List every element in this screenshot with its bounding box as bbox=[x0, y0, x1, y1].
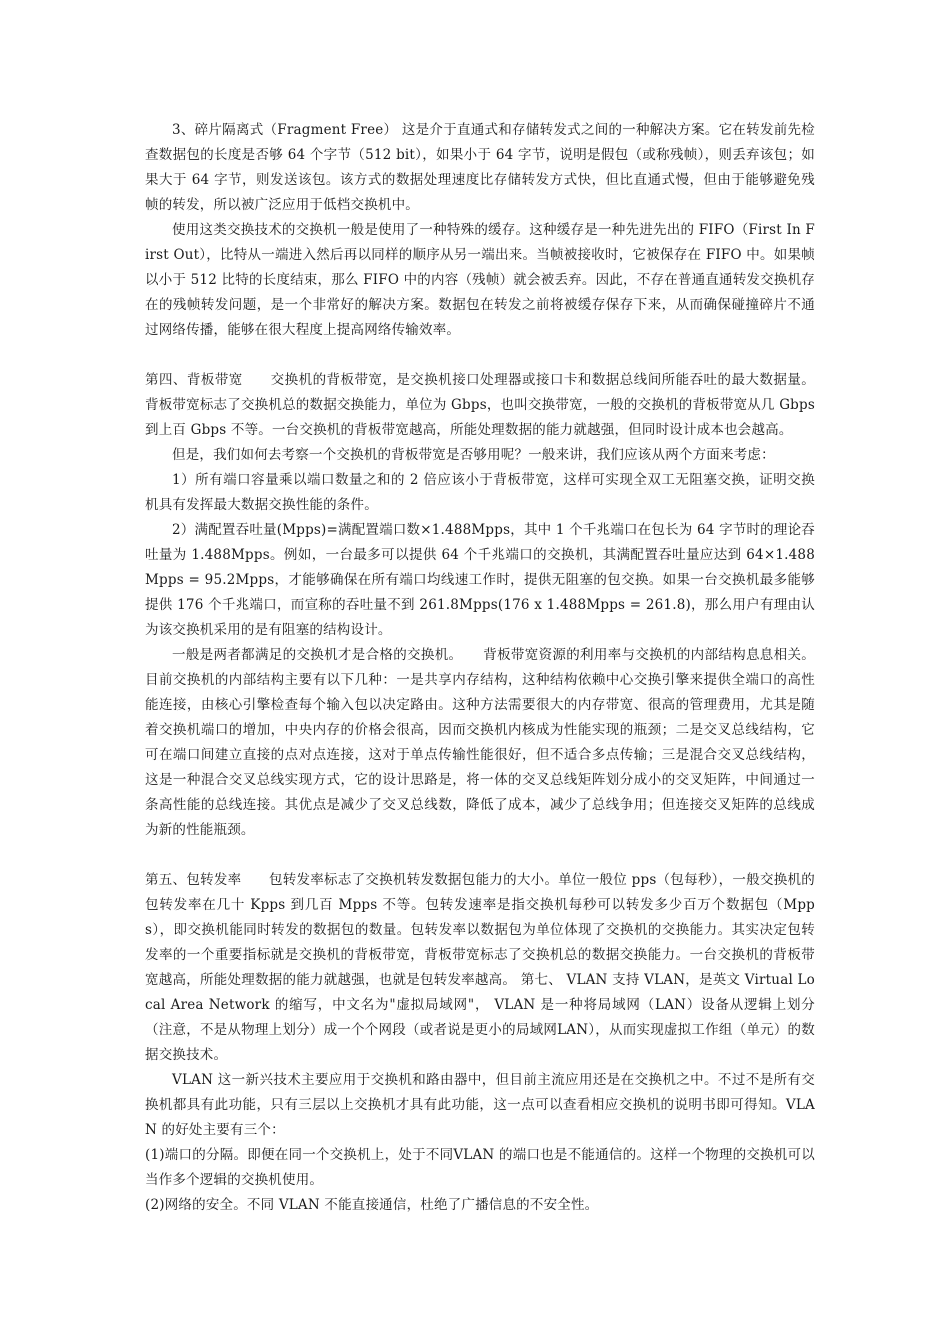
paragraph-bandwidth-question: 但是，我们如何去考察一个交换机的背板带宽是否够用呢？一般来讲，我们应该从两个方面来考虑： bbox=[172, 447, 775, 463]
paragraph-criterion-1: 1）所有端口容量乘以端口数量之和的 2 倍应该小于背板带宽，这样可实现全双工无阻塞交换，证明交换机具有发挥最大数据交换性能的条件。 bbox=[145, 472, 815, 513]
paragraph-criterion-2: 2）满配置吞吐量(Mpps)=满配置端口数×1.488Mpps，其中 1 个千兆端口在包长为 64 字节时的理论吞吐量为 1.488Mpps。例如，一台最多可以提供 64 个千兆端口的交换机，其满配置吞吐量应达到 64×1.488Mpps = 95.2Mpps，才能够确保在所有端口均线速工作时，提供无阻塞的包交换。如果一台交换机最多能够提供 176 个千兆端口，而宣称的吞吐量不到 261.8Mpps(176 x 1.488Mpps = 261.8)，那么用户有理由认为该交换机采用的是有阻塞的结构设计。 bbox=[145, 522, 815, 638]
document-body bbox=[145, 118, 815, 1218]
paragraph-backplane-bandwidth: 第四、背板带宽 交换机的背板带宽，是交换机接口处理器或接口卡和数据总线间所能吞吐的最大数据量。背板带宽标志了交换机总的数据交换能力，单位为 Gbps，也叫交换带宽，一般的交换机的背板带宽从几 Gbps 到上百 Gbps 不等。一台交换机的背板带宽越高，所能处理数据的能力就越强，但同时设计成本也会越高。 bbox=[145, 372, 815, 438]
paragraph-vlan-benefit-1: (1)端口的分隔。即便在同一个交换机上，处于不同VLAN 的端口也是不能通信的。这样一个物理的交换机可以当作多个逻辑的交换机使用。 bbox=[145, 1147, 815, 1188]
paragraph-vlan-intro: VLAN 这一新兴技术主要应用于交换机和路由器中，但目前主流应用还是在交换机之中。不过不是所有交换机都具有此功能，只有三层以上交换机才具有此功能，这一点可以查看相应交换机的说明书即可得知。VLAN 的好处主要有三个： bbox=[145, 1072, 815, 1138]
paragraph-fragment-free: 3、碎片隔离式（Fragment Free） 这是介于直通式和存储转发式之间的一种解决方案。它在转发前先检查数据包的长度是否够 64 个字节（512 bit），如果小于 64 字节，说明是假包（或称残帧），则丢弃该包；如果大于 64 字节，则发送该包。该方式的数据处理速度比存储转发方式快，但比直通式慢，但由于能够避免残帧的转发，所以被广泛应用于低档交换机中。 bbox=[145, 122, 815, 213]
paragraph-internal-structure: 一般是两者都满足的交换机才是合格的交换机。 背板带宽资源的利用率与交换机的内部结构息息相关。目前交换机的内部结构主要有以下几种：一是共享内存结构，这种结构依赖中心交换引擎来提供全端口的高性能连接，由核心引擎检查每个输入包以决定路由。这种方法需要很大的内存带宽、很高的管理费用，尤其是随着交换机端口的增加，中央内存的价格会很高，因而交换机内核成为性能实现的瓶颈；二是交叉总线结构，它可在端口间建立直接的点对点连接，这对于单点传输性能很好，但不适合多点传输；三是混合交叉总线结构，这是一种混合交叉总线实现方式，它的设计思路是，将一体的交叉总线矩阵划分成小的交叉矩阵，中间通过一条高性能的总线连接。其优点是减少了交叉总线数，降低了成本，减少了总线争用；但连接交叉矩阵的总线成为新的性能瓶颈。 bbox=[145, 647, 815, 838]
paragraph-vlan-benefit-2: (2)网络的安全。不同 VLAN 不能直接通信，杜绝了广播信息的不安全性。 bbox=[145, 1197, 599, 1213]
paragraph-fifo-cache: 使用这类交换技术的交换机一般是使用了一种特殊的缓存。这种缓存是一种先进先出的 FIFO（First In First Out），比特从一端进入然后再以同样的顺序从另一端出来。当帧被接收时，它被保存在 FIFO 中。如果帧以小于 512 比特的长度结束，那么 FIFO 中的内容（残帧）就会被丢弃。因此，不存在普通直通转发交换机存在的残帧转发问题，是一个非常好的解决方案。数据包在转发之前将被缓存保存下来，从而确保碰撞碎片不通过网络传播，能够在很大程度上提高网络传输效率。 bbox=[145, 222, 815, 338]
paragraph-packet-forwarding-rate: 第五、包转发率 包转发率标志了交换机转发数据包能力的大小。单位一般位 pps（包每秒），一般交换机的包转发率在几十 Kpps 到几百 Mpps 不等。包转发速率是指交换机每秒可以转发多少百万个数据包（Mpps），即交换机能同时转发的数据包的数量。包转发率以数据包为单位体现了交换机的交换能力。其实决定包转发率的一个重要指标就是交换机的背板带宽，背板带宽标志了交换机总的数据交换能力。一台交换机的背板带宽越高，所能处理数据的能力就越强，也就是包转发率越高。 第七、 VLAN 支持 VLAN，是英文 Virtual Local Area Network 的缩写，中文名为"虚拟局域网"， VLAN 是一种将局域网（LAN）设备从逻辑上划分（注意，不是从物理上划分）成一个个网段（或者说是更小的局域网LAN），从而实现虚拟工作组（单元）的数据交换技术。 bbox=[145, 872, 815, 1063]
